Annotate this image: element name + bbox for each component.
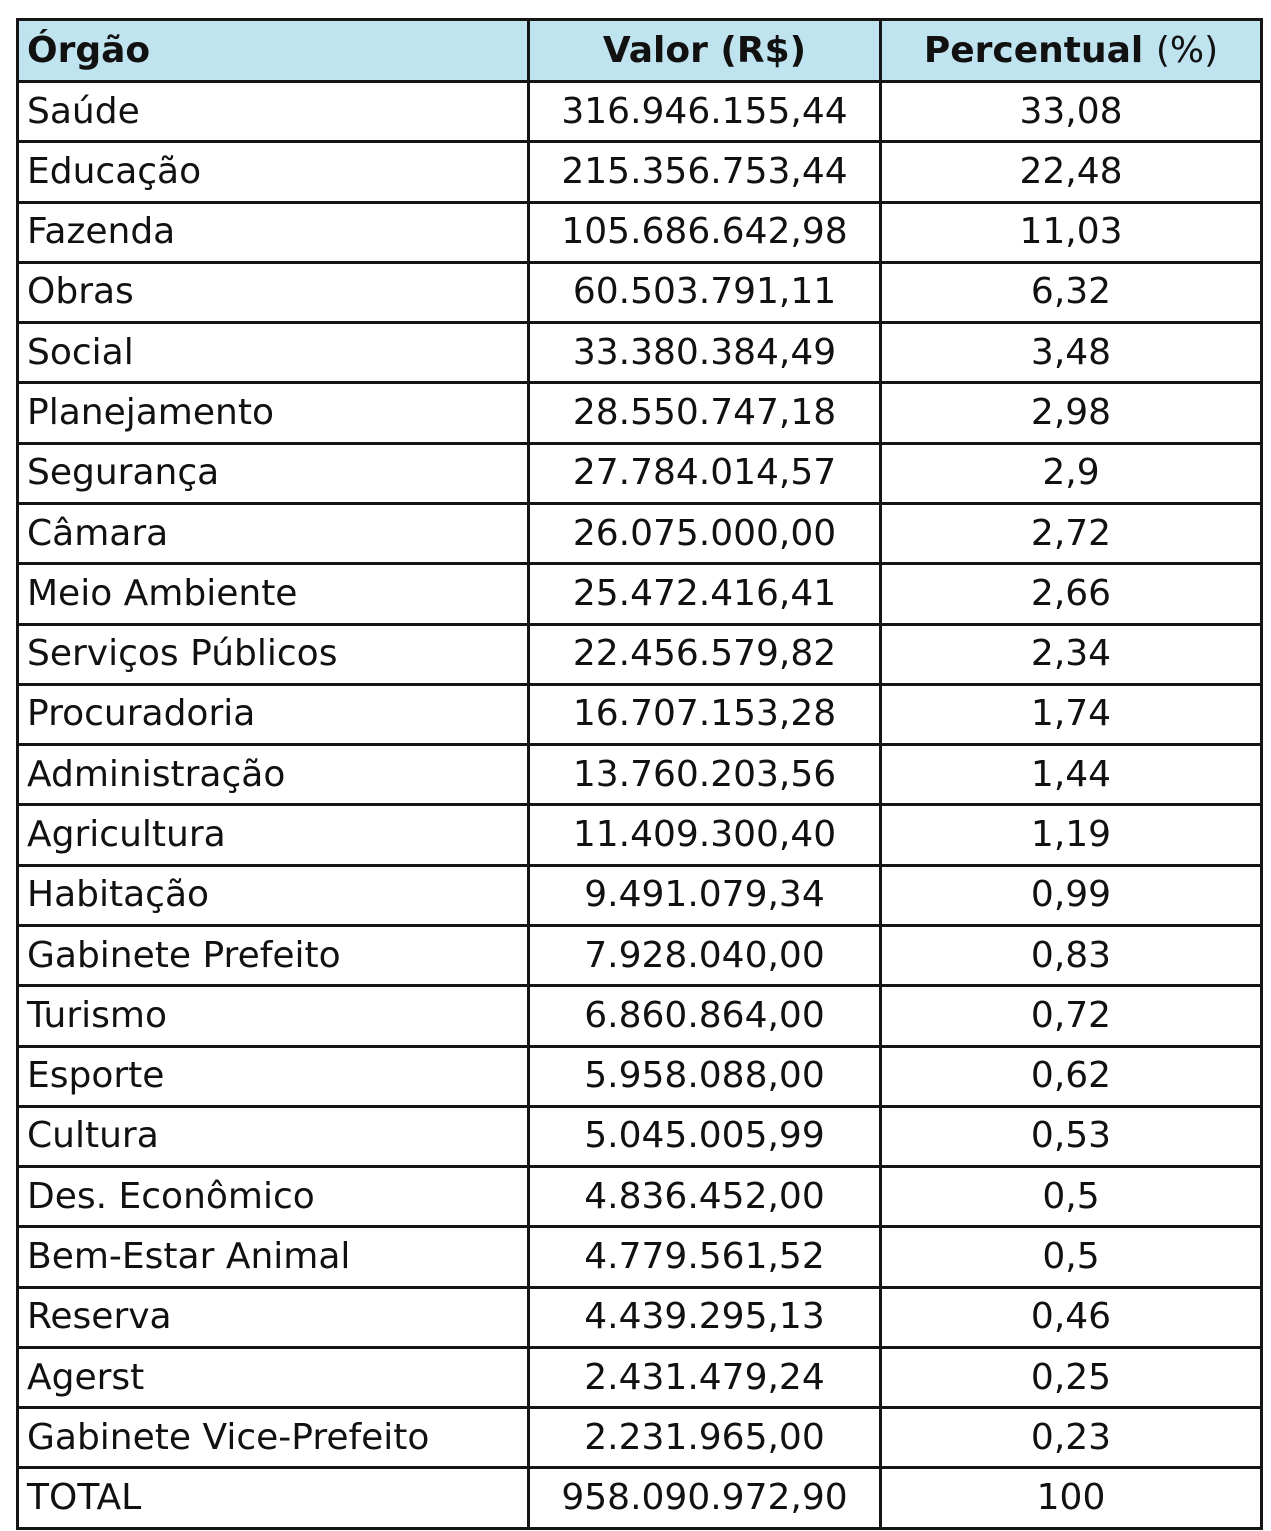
- table-row: [18, 1106, 1262, 1166]
- table-row: [18, 684, 1262, 744]
- cell-percentual: 0,53: [881, 1106, 1262, 1166]
- header-percentual-unit: (%): [1155, 29, 1219, 71]
- cell-orgao: Social: [18, 323, 529, 383]
- cell-orgao: Planejamento: [18, 383, 529, 443]
- cell-percentual: 1,19: [881, 805, 1262, 865]
- table-row: [18, 1408, 1262, 1468]
- cell-percentual: 1,44: [881, 745, 1262, 805]
- total-cell-valor: 958.090.972,90: [529, 1468, 881, 1529]
- budget-table: [16, 18, 1263, 1530]
- cell-valor: 25.472.416,41: [529, 564, 881, 624]
- table-row: [18, 142, 1262, 202]
- cell-orgao: Reserva: [18, 1287, 529, 1347]
- cell-valor: 316.946.155,44: [529, 82, 881, 142]
- cell-orgao: Serviços Públicos: [18, 624, 529, 684]
- cell-orgao: Câmara: [18, 503, 529, 563]
- cell-valor: 2.431.479,24: [529, 1347, 881, 1407]
- cell-orgao: Saúde: [18, 82, 529, 142]
- table-row: [18, 925, 1262, 985]
- cell-valor: 6.860.864,00: [529, 986, 881, 1046]
- header-percentual-label: Percentual: [923, 29, 1144, 71]
- cell-valor: 2.231.965,00: [529, 1408, 881, 1468]
- cell-valor: 60.503.791,11: [529, 262, 881, 322]
- cell-percentual: 2,34: [881, 624, 1262, 684]
- total-row: [18, 1468, 1262, 1529]
- cell-valor: 4.779.561,52: [529, 1227, 881, 1287]
- cell-valor: 7.928.040,00: [529, 925, 881, 985]
- cell-percentual: 0,72: [881, 986, 1262, 1046]
- cell-percentual: 2,66: [881, 564, 1262, 624]
- cell-valor: 105.686.642,98: [529, 202, 881, 262]
- table-header: [18, 20, 1262, 82]
- cell-orgao: Educação: [18, 142, 529, 202]
- cell-valor: 4.439.295,13: [529, 1287, 881, 1347]
- cell-orgao: Agricultura: [18, 805, 529, 865]
- cell-valor: 33.380.384,49: [529, 323, 881, 383]
- cell-percentual: 2,72: [881, 503, 1262, 563]
- cell-valor: 11.409.300,40: [529, 805, 881, 865]
- cell-percentual: 0,99: [881, 865, 1262, 925]
- cell-valor: 5.958.088,00: [529, 1046, 881, 1106]
- cell-valor: 9.491.079,34: [529, 865, 881, 925]
- cell-valor: 22.456.579,82: [529, 624, 881, 684]
- cell-orgao: Administração: [18, 745, 529, 805]
- cell-orgao: Fazenda: [18, 202, 529, 262]
- total-cell-percentual: 100: [881, 1468, 1262, 1529]
- cell-valor: 16.707.153,28: [529, 684, 881, 744]
- table-row: [18, 1287, 1262, 1347]
- table-row: [18, 1347, 1262, 1407]
- cell-percentual: 6,32: [881, 262, 1262, 322]
- table-row: [18, 805, 1262, 865]
- cell-percentual: 2,9: [881, 443, 1262, 503]
- table-row: [18, 202, 1262, 262]
- cell-orgao: Procuradoria: [18, 684, 529, 744]
- header-orgao: Órgão: [18, 20, 529, 82]
- table-row: [18, 986, 1262, 1046]
- header-percentual: [881, 20, 1262, 82]
- header-row: [18, 20, 1262, 82]
- cell-percentual: 0,5: [881, 1227, 1262, 1287]
- cell-percentual: 0,46: [881, 1287, 1262, 1347]
- cell-percentual: 22,48: [881, 142, 1262, 202]
- table-row: [18, 1227, 1262, 1287]
- cell-orgao: Agerst: [18, 1347, 529, 1407]
- table-row: [18, 564, 1262, 624]
- table-row: [18, 1046, 1262, 1106]
- cell-percentual: 33,08: [881, 82, 1262, 142]
- cell-percentual: 0,83: [881, 925, 1262, 985]
- cell-orgao: Des. Econômico: [18, 1167, 529, 1227]
- cell-valor: 26.075.000,00: [529, 503, 881, 563]
- table-row: [18, 383, 1262, 443]
- table-row: [18, 323, 1262, 383]
- table-row: [18, 262, 1262, 322]
- cell-valor: 215.356.753,44: [529, 142, 881, 202]
- cell-valor: 5.045.005,99: [529, 1106, 881, 1166]
- table-row: [18, 443, 1262, 503]
- total-cell-orgao: TOTAL: [18, 1468, 529, 1529]
- table-row: [18, 82, 1262, 142]
- cell-orgao: Esporte: [18, 1046, 529, 1106]
- table-row: [18, 745, 1262, 805]
- header-valor: Valor (R$): [529, 20, 881, 82]
- cell-orgao: Habitação: [18, 865, 529, 925]
- cell-percentual: 0,62: [881, 1046, 1262, 1106]
- cell-percentual: 11,03: [881, 202, 1262, 262]
- table-body: [18, 82, 1262, 1529]
- cell-valor: 13.760.203,56: [529, 745, 881, 805]
- cell-valor: 27.784.014,57: [529, 443, 881, 503]
- table-row: [18, 624, 1262, 684]
- cell-percentual: 3,48: [881, 323, 1262, 383]
- cell-percentual: 1,74: [881, 684, 1262, 744]
- cell-orgao: Cultura: [18, 1106, 529, 1166]
- cell-percentual: 2,98: [881, 383, 1262, 443]
- cell-percentual: 0,5: [881, 1167, 1262, 1227]
- cell-orgao: Segurança: [18, 443, 529, 503]
- table-row: [18, 503, 1262, 563]
- cell-orgao: Turismo: [18, 986, 529, 1046]
- cell-orgao: Gabinete Vice-Prefeito: [18, 1408, 529, 1468]
- cell-orgao: Gabinete Prefeito: [18, 925, 529, 985]
- cell-orgao: Meio Ambiente: [18, 564, 529, 624]
- table-row: [18, 865, 1262, 925]
- cell-percentual: 0,25: [881, 1347, 1262, 1407]
- table-row: [18, 1167, 1262, 1227]
- cell-valor: 28.550.747,18: [529, 383, 881, 443]
- cell-orgao: Obras: [18, 262, 529, 322]
- cell-valor: 4.836.452,00: [529, 1167, 881, 1227]
- cell-orgao: Bem-Estar Animal: [18, 1227, 529, 1287]
- cell-percentual: 0,23: [881, 1408, 1262, 1468]
